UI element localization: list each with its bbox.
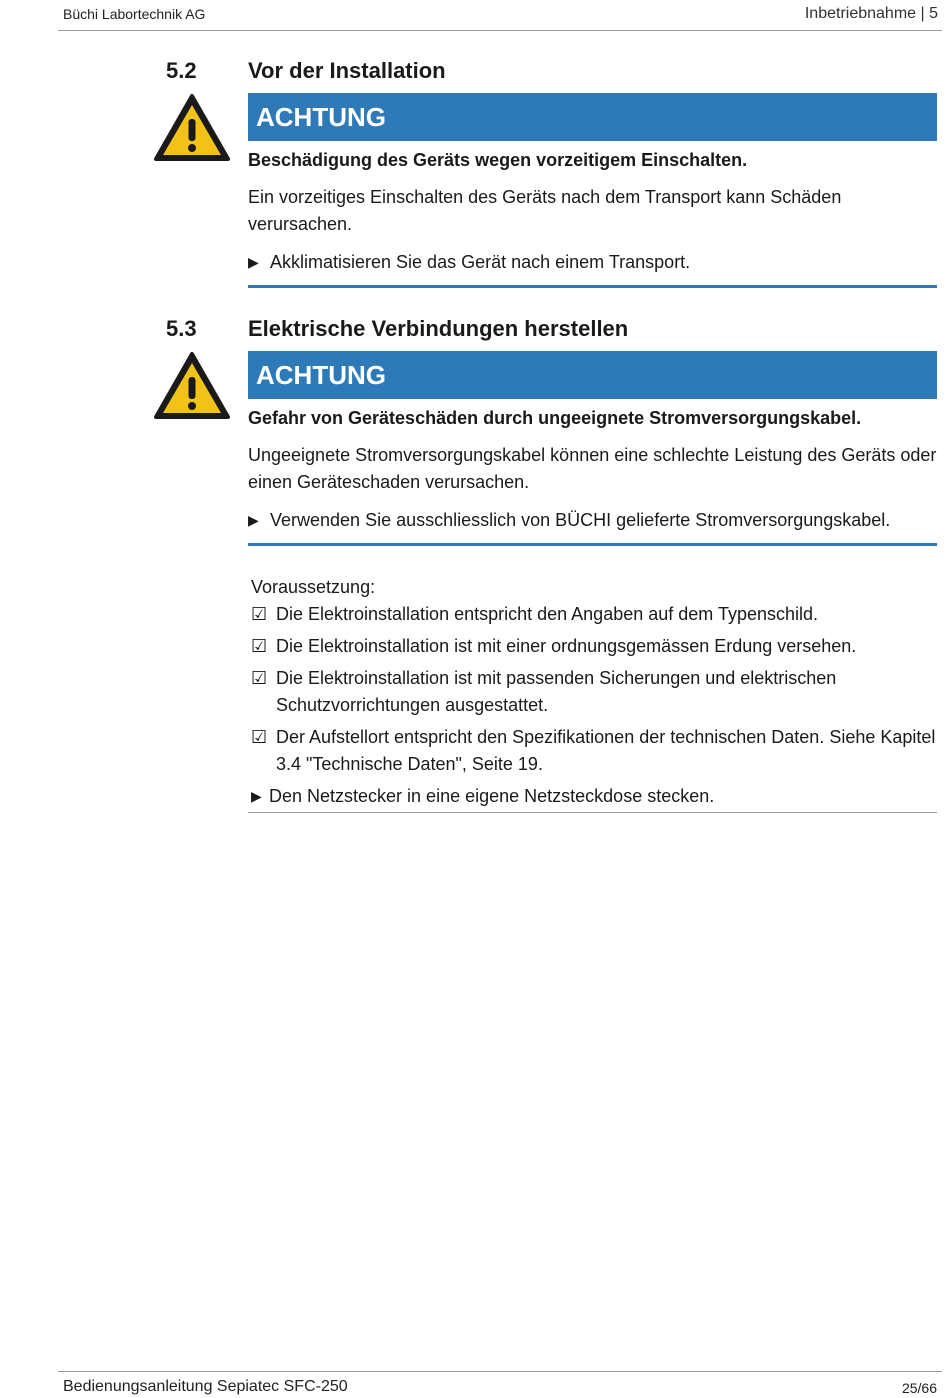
section-title: Vor der Installation (248, 58, 446, 83)
triangle-bullet-icon: ▶ (248, 254, 259, 270)
notice-divider (248, 285, 937, 288)
page-footer (58, 1371, 942, 1398)
triangle-bullet-icon: ▶ (251, 788, 262, 804)
procedure-step (251, 783, 940, 810)
notice-label: ACHTUNG (248, 93, 937, 141)
notice-body: Ein vorzeitiges Einschalten des Geräts nach dem Transport kann Schäden verursachen. (248, 187, 842, 234)
footer-manual: Bedienungsanleitung Sepiatec SFC-250 (63, 1378, 348, 1395)
warning-triangle-icon (153, 351, 231, 421)
triangle-bullet-icon: ▶ (248, 512, 259, 528)
notice-divider (248, 543, 937, 546)
procedure-step-text: Den Netzstecker in eine eigene Netzsteckdose stecken. (269, 786, 715, 806)
prerequisite-label: Voraussetzung: (251, 577, 376, 597)
checked-box-icon: ☑ (251, 727, 268, 747)
procedure-divider (248, 812, 937, 813)
section-number: 5.2 (166, 58, 197, 83)
notice-action (248, 507, 937, 534)
notice-body: Ungeeignete Stromversorgungskabel können eine schlechte Leistung des Geräts oder einen Geräteschaden verursachen. (248, 445, 937, 492)
header-company: Büchi Labortechnik AG (63, 6, 206, 22)
section-title: Elektrische Verbindungen herstellen (248, 316, 629, 341)
footer-page-number: 25/66 (901, 1380, 937, 1396)
section-number: 5.3 (166, 316, 197, 341)
notice-headline: Beschädigung des Geräts wegen vorzeitigem Einschalten. (248, 150, 748, 170)
header-chapter: Inbetriebnahme | 5 (804, 5, 938, 22)
notice-action (248, 249, 937, 276)
checked-box-icon: ☑ (251, 668, 268, 688)
notice-headline: Gefahr von Geräteschäden durch ungeeignete Stromversorgungskabel. (248, 408, 862, 428)
checked-box-icon: ☑ (251, 604, 268, 624)
notice-label: ACHTUNG (248, 351, 937, 399)
notice-action-text: Akklimatisieren Sie das Gerät nach einem Transport. (270, 252, 691, 272)
checked-box-icon: ☑ (251, 636, 268, 656)
page-header (58, 0, 942, 31)
warning-triangle-icon (153, 93, 231, 163)
notice-action-text: Verwenden Sie ausschliesslich von BÜCHI gelieferte Stromversorgungskabel. (270, 510, 891, 530)
